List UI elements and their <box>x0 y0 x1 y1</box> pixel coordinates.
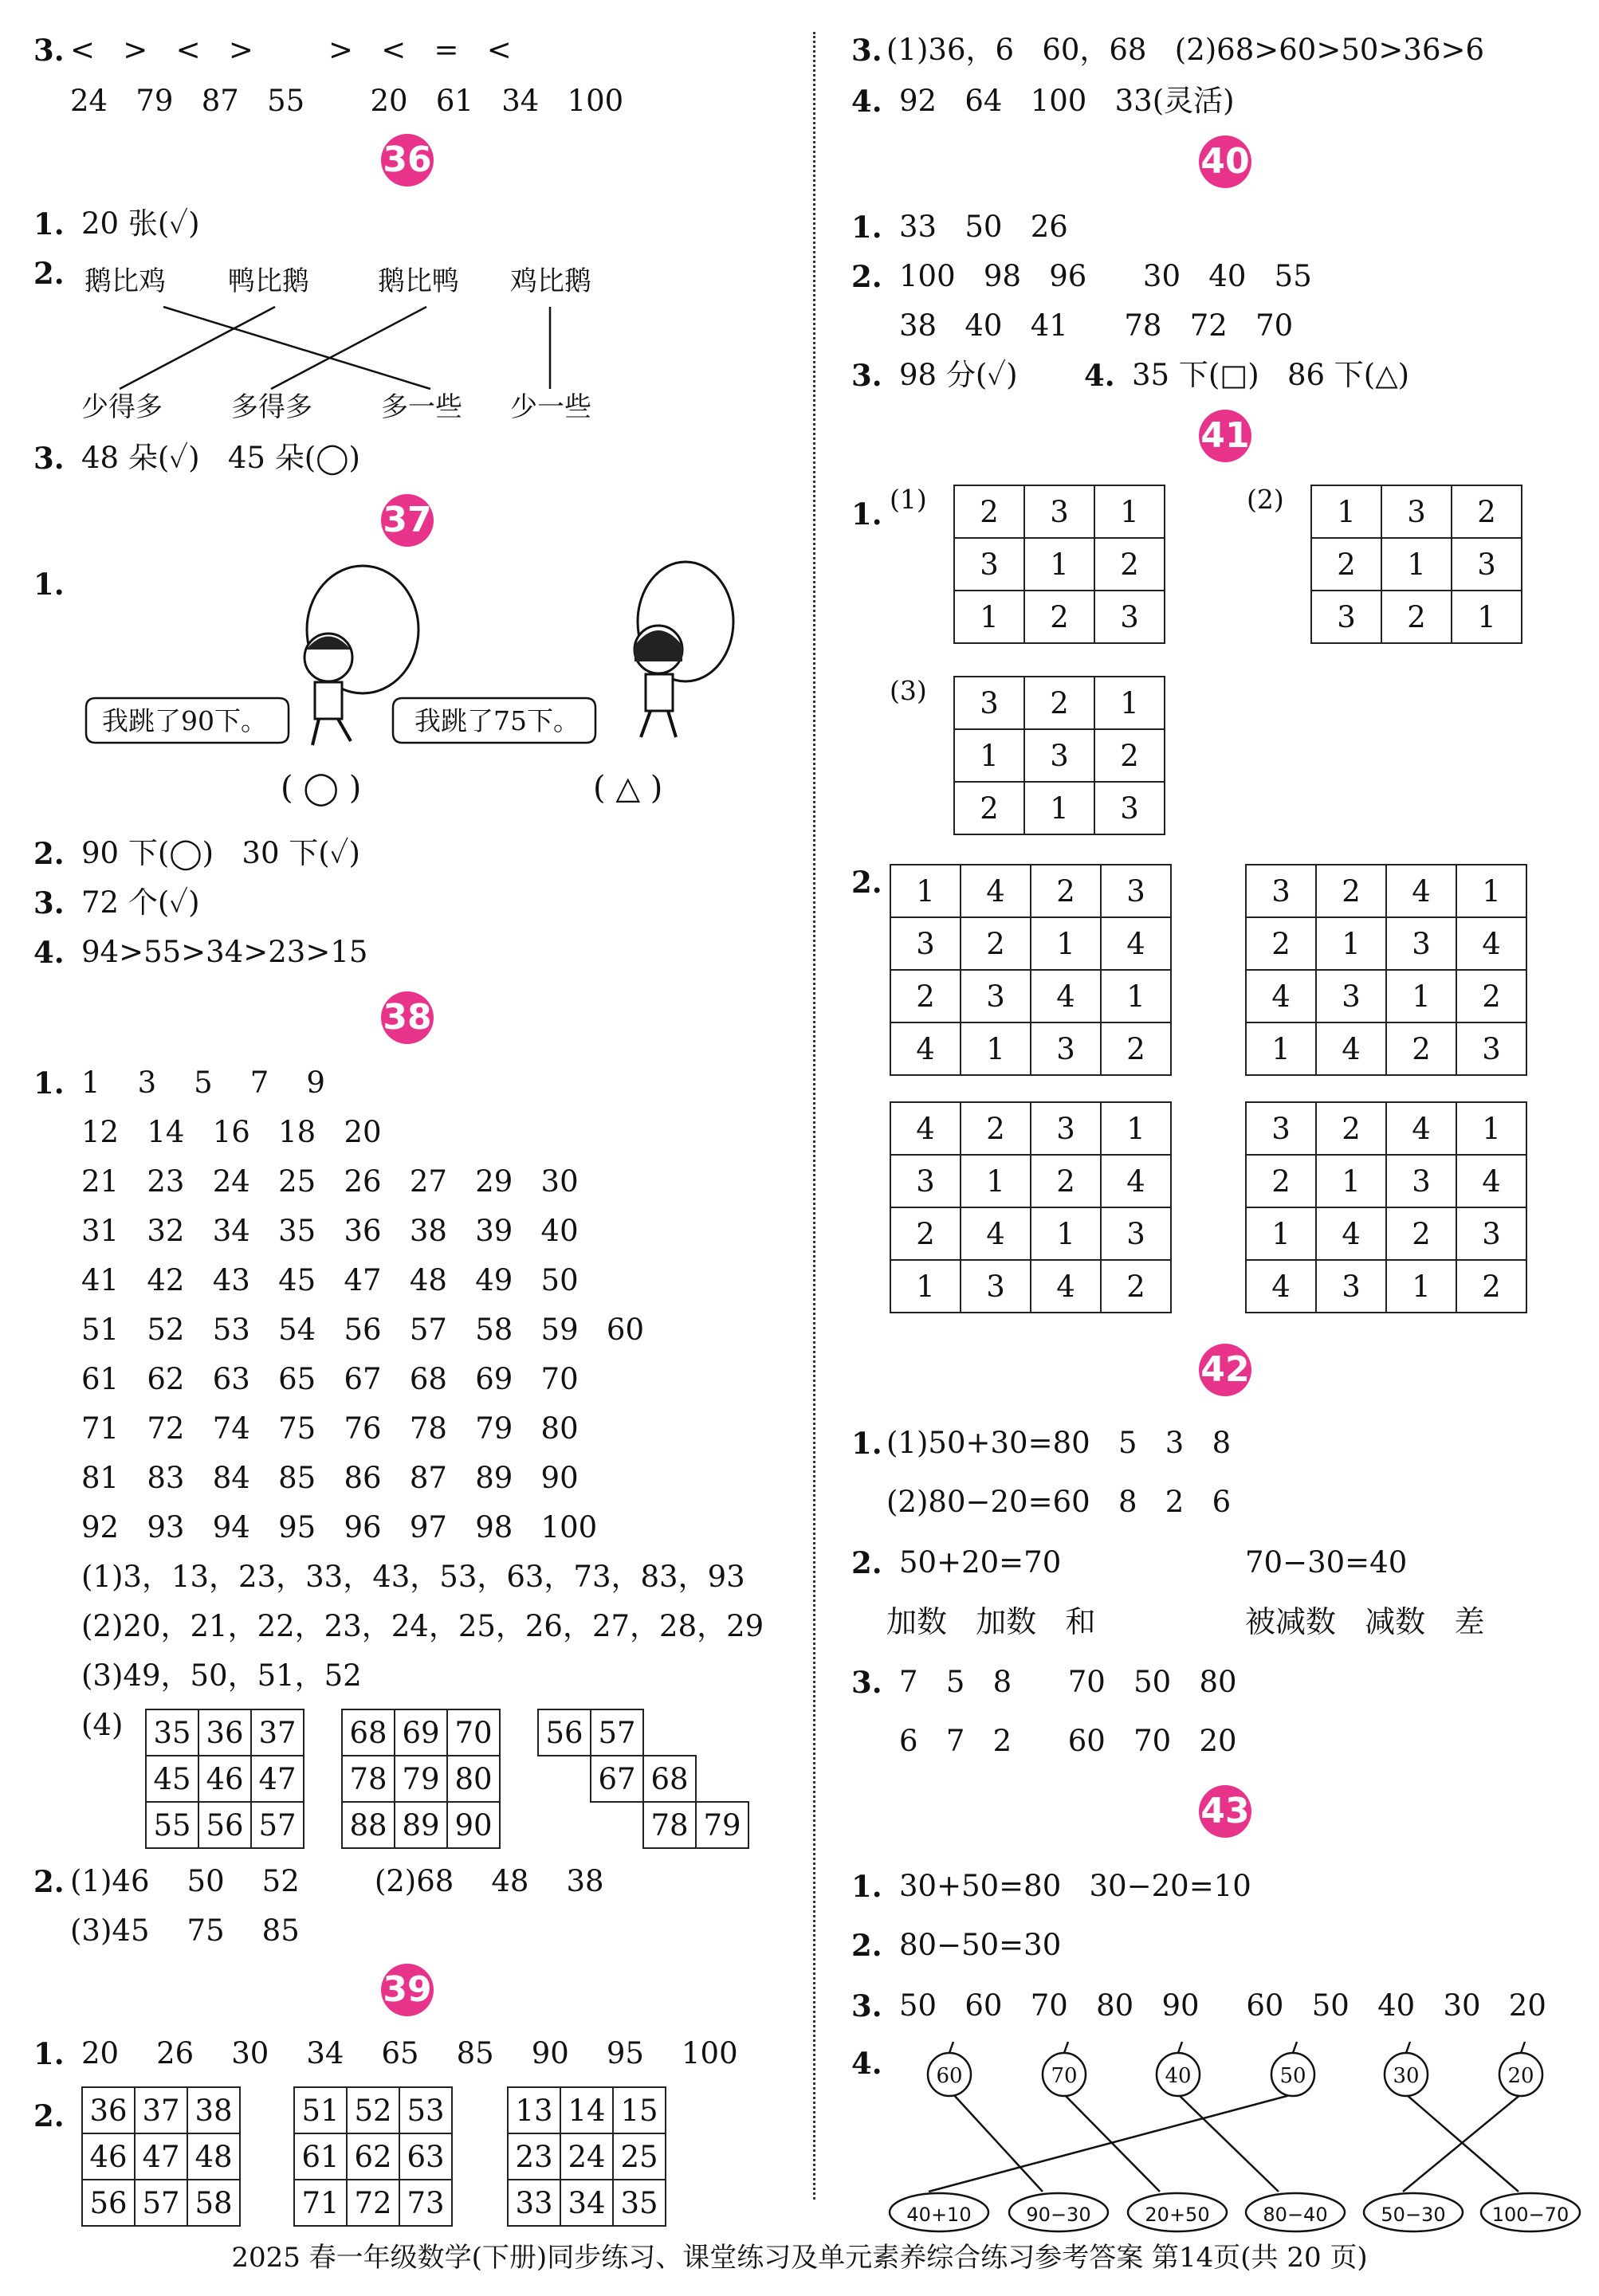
grid-cell: 4 <box>1101 917 1171 970</box>
grid-cell: 34 <box>560 2180 613 2226</box>
grid-cell: 1 <box>954 729 1024 782</box>
q-number: 4. <box>851 2046 882 2081</box>
grid-cell: 1 <box>1316 1155 1386 1207</box>
answer-text: 38 40 41 78 72 70 <box>899 308 1294 343</box>
grid-cell: 57 <box>135 2180 187 2226</box>
grid-cell: 1 <box>1246 1207 1316 1260</box>
number-row: 12 14 16 18 20 <box>81 1115 382 1149</box>
answer-text: 70−30=40 <box>1245 1545 1408 1580</box>
grid-cell: 1 <box>1031 1207 1101 1260</box>
grid-cell: 4 <box>1246 1260 1316 1313</box>
answer-text: 20 26 30 34 65 85 90 95 100 <box>81 2036 738 2070</box>
plate-expression: 80−40 <box>1263 2204 1328 2226</box>
bottom-label: 少一些 <box>510 391 591 423</box>
grid-cell: 3 <box>890 1155 961 1207</box>
sub-label: (1) <box>890 484 927 515</box>
grid-cell: 79 <box>395 1756 447 1802</box>
grid-cell: 1 <box>1094 485 1165 538</box>
answer-text: 50 60 70 80 90 60 50 40 30 20 <box>899 1988 1546 2023</box>
grid-cell: 3 <box>1456 1022 1526 1075</box>
grid-cell: 70 <box>447 1709 500 1756</box>
grid-cell: 51 <box>294 2087 347 2133</box>
answer-mark: ( ◯ ) <box>281 770 362 807</box>
grid-cell: 1 <box>961 1022 1031 1075</box>
bottom-label: 少得多 <box>81 391 163 423</box>
grid-cell: 2 <box>1246 1155 1316 1207</box>
grid-cell: 4 <box>1456 1155 1526 1207</box>
grid-cell: 3 <box>1456 1207 1526 1260</box>
grid-cell: 3 <box>1316 970 1386 1022</box>
answer-text: 6 7 2 60 70 20 <box>899 1724 1237 1758</box>
grid-cell: 35 <box>613 2180 666 2226</box>
grid-cell: 2 <box>890 1207 961 1260</box>
grid-cell: 46 <box>198 1756 251 1802</box>
grid-cell: 1 <box>890 865 961 917</box>
grid-cell: 4 <box>1031 970 1101 1022</box>
answer-text: 72 个(✓) <box>81 885 200 920</box>
grid-cell: 23 <box>508 2133 560 2180</box>
sub-answer: (4) <box>81 1708 124 1742</box>
answer-text: 94>55>34>23>15 <box>81 935 368 969</box>
grid-cell: 79 <box>696 1802 748 1848</box>
grid-cell: 1 <box>1101 1102 1171 1155</box>
grid-cell: 3 <box>961 1260 1031 1313</box>
q-number: 3. <box>851 33 882 68</box>
term-labels: 被减数 减数 差 <box>1245 1604 1485 1639</box>
sub-answer: (2)20，21，22，23，24，25，26，27，28，29 <box>81 1609 764 1643</box>
number-row: 71 72 74 75 76 78 79 80 <box>81 1411 579 1446</box>
grid-cell: 4 <box>1386 1102 1456 1155</box>
grid-cell: 4 <box>1031 1260 1101 1313</box>
grid-cell: 3 <box>1246 865 1316 917</box>
grid-cell: 2 <box>1094 538 1165 591</box>
grid-cell: 3 <box>1316 1260 1386 1313</box>
grid-cell: 2 <box>1456 1260 1526 1313</box>
answer-text: (2)80−20=60 8 2 6 <box>886 1485 1232 1519</box>
grid-cell: 3 <box>1024 729 1094 782</box>
speech-bubble: 我跳了90下。 <box>102 705 267 736</box>
answer-text: (3)45 75 85 <box>70 1913 300 1948</box>
grid-cell: 4 <box>890 1022 961 1075</box>
q-number: 1. <box>33 2036 65 2071</box>
compare-symbols: < > < > > < = < <box>70 33 512 67</box>
q-number: 2. <box>851 259 882 294</box>
grid-cell: 1 <box>1456 865 1526 917</box>
plate-expression: 40+10 <box>906 2204 972 2226</box>
section-badge: 38 <box>381 991 434 1044</box>
grid-cell: 1 <box>954 591 1024 643</box>
section-badge: 41 <box>1199 410 1251 462</box>
grid-cell: 3 <box>954 538 1024 591</box>
q-number: 1. <box>33 206 65 241</box>
q-number: 1. <box>851 496 882 532</box>
q-number: 2. <box>33 2098 65 2133</box>
grid-cell: 1 <box>1101 970 1171 1022</box>
q-number: 2. <box>851 1545 882 1580</box>
grid-cell: 1 <box>1456 1102 1526 1155</box>
grid-cell: 57 <box>251 1802 304 1848</box>
answer-text: 20 张(✓) <box>81 206 200 241</box>
grid-cell: 4 <box>1386 865 1456 917</box>
grid-cell: 1 <box>1386 1260 1456 1313</box>
section-badge: 42 <box>1199 1344 1251 1396</box>
grid-cell: 2 <box>1381 591 1452 643</box>
grid-cell: 1 <box>890 1260 961 1313</box>
grid-cell: 2 <box>1024 591 1094 643</box>
grid-cell: 3 <box>1101 1207 1171 1260</box>
q-number: 2. <box>33 1864 65 1899</box>
grid-cell: 3 <box>1094 782 1165 834</box>
grid-cell: 68 <box>643 1756 696 1802</box>
grid-cell: 3 <box>1031 1022 1101 1075</box>
grid-cell: 15 <box>613 2087 666 2133</box>
grid-cell: 2 <box>1386 1022 1456 1075</box>
sub-label: (3) <box>890 675 927 706</box>
grid-cell: 24 <box>560 2133 613 2180</box>
section-badge: 39 <box>381 1964 434 2016</box>
grid-cell: 57 <box>591 1709 643 1756</box>
grid-cell: 2 <box>1452 485 1522 538</box>
answer-text: 50+20=70 <box>899 1545 1062 1580</box>
grid-cell: 1 <box>1031 917 1101 970</box>
grid-cell: 33 <box>508 2180 560 2226</box>
grid-cell: 56 <box>198 1802 251 1848</box>
grid-cell: 2 <box>1316 1102 1386 1155</box>
term-labels: 加数 加数 和 <box>886 1604 1096 1639</box>
q-number: 3. <box>851 1665 882 1700</box>
grid-cell: 1 <box>1386 970 1456 1022</box>
grid-cell: 3 <box>1094 591 1165 643</box>
grid-cell: 58 <box>187 2180 240 2226</box>
grid-cell: 4 <box>961 1207 1031 1260</box>
grid-cell: 4 <box>1316 1022 1386 1075</box>
grid-cell: 78 <box>342 1756 395 1802</box>
grid-cell: 47 <box>251 1756 304 1802</box>
grid-cell: 2 <box>1094 729 1165 782</box>
section-badge: 43 <box>1199 1785 1251 1838</box>
grid-cell: 53 <box>399 2087 452 2133</box>
grid-cell: 1 <box>1246 1022 1316 1075</box>
grid-cell: 67 <box>591 1756 643 1802</box>
grid-cell: 78 <box>643 1802 696 1848</box>
grid-cell: 72 <box>347 2180 399 2226</box>
grid-cell: 2 <box>1101 1022 1171 1075</box>
grid-cell: 45 <box>146 1756 198 1802</box>
sub-answer: (3)49，50，51，52 <box>81 1658 362 1693</box>
grid-cell: 61 <box>294 2133 347 2180</box>
top-label: 鸭比鹅 <box>228 265 309 297</box>
grid-cell: 37 <box>251 1709 304 1756</box>
grid-cell: 25 <box>613 2133 666 2180</box>
section-badge: 37 <box>381 494 434 547</box>
number-row: 81 83 84 85 86 87 89 90 <box>81 1461 579 1495</box>
answer-text: (1)46 50 52 (2)68 48 38 <box>70 1864 604 1898</box>
grid-cell: 3 <box>954 677 1024 729</box>
grid-cell: 2 <box>961 1102 1031 1155</box>
number-row: 92 93 94 95 96 97 98 100 <box>81 1510 598 1544</box>
speech-bubble: 我跳了75下。 <box>414 705 579 736</box>
sub-label: (2) <box>1247 484 1284 515</box>
answer-text: 33 50 26 <box>899 210 1068 244</box>
grid-cell: 2 <box>1456 970 1526 1022</box>
q-number: 3. <box>851 358 882 393</box>
grid-cell: 63 <box>399 2133 452 2180</box>
grid-cell: 56 <box>82 2180 135 2226</box>
grid-cell: 36 <box>82 2087 135 2133</box>
grid-cell: 3 <box>1452 538 1522 591</box>
grid-cell: 13 <box>508 2087 560 2133</box>
grid-cell: 14 <box>560 2087 613 2133</box>
grid-cell: 1 <box>1381 538 1452 591</box>
answer-text: 80−50=30 <box>899 1928 1062 1962</box>
answer-text: 7 5 8 70 50 80 <box>899 1665 1237 1699</box>
grid-cell: 37 <box>135 2087 187 2133</box>
apple-number: 70 <box>1051 2064 1078 2088</box>
grid-cell: 2 <box>1316 865 1386 917</box>
page-footer: 2025 春一年级数学(下册)同步练习、课堂练习及单元素养综合练习参考答案 第14页(共 20 页) <box>231 2242 1368 2274</box>
answer-text: 30+50=80 30−20=10 <box>899 1869 1251 1903</box>
grid-cell: 4 <box>890 1102 961 1155</box>
apple-number: 20 <box>1507 2064 1534 2088</box>
grid-cell: 1 <box>961 1155 1031 1207</box>
q-number: 4. <box>33 935 65 970</box>
grid-cell: 2 <box>1031 865 1101 917</box>
answer-text: 35 下(□) 86 下(△) <box>1132 358 1410 392</box>
apple-number: 60 <box>936 2064 963 2088</box>
apple-number: 40 <box>1165 2064 1192 2088</box>
q-number: 1. <box>33 567 65 602</box>
grid-cell: 48 <box>187 2133 240 2180</box>
q-number: 2. <box>851 865 882 900</box>
grid-cell: 1 <box>1311 485 1381 538</box>
grid-cell: 3 <box>1031 1102 1101 1155</box>
apple-number: 30 <box>1393 2064 1420 2088</box>
grid-cell: 1 <box>1316 917 1386 970</box>
grid-cell: 3 <box>1101 865 1171 917</box>
plate-expression: 90−30 <box>1026 2204 1091 2226</box>
grid-cell: 52 <box>347 2087 399 2133</box>
grid-cell: 3 <box>1024 485 1094 538</box>
grid-cell: 89 <box>395 1802 447 1848</box>
grid-cell: 46 <box>82 2133 135 2180</box>
number-row: 61 62 63 65 67 68 69 70 <box>81 1362 579 1396</box>
q-number: 3. <box>851 1988 882 2023</box>
compare-values: 24 79 87 55 20 61 34 100 <box>70 84 624 118</box>
grid-cell: 68 <box>342 1709 395 1756</box>
grid-cell: 2 <box>1031 1155 1101 1207</box>
grid-cell: 1 <box>1094 677 1165 729</box>
apple-number: 50 <box>1279 2064 1306 2088</box>
number-row: 31 32 34 35 36 38 39 40 <box>81 1214 579 1248</box>
grid-cell: 4 <box>1101 1155 1171 1207</box>
grid-cell: 2 <box>1024 677 1094 729</box>
answer-text: 90 下(◯) 30 下(✓) <box>81 836 360 870</box>
grid-cell: 4 <box>961 865 1031 917</box>
number-row: 51 52 53 54 56 57 58 59 60 <box>81 1313 644 1347</box>
grid-cell: 2 <box>890 970 961 1022</box>
grid-cell: 4 <box>1246 970 1316 1022</box>
grid-cell: 88 <box>342 1802 395 1848</box>
grid-cell: 2 <box>1386 1207 1456 1260</box>
grid-cell: 3 <box>1386 1155 1456 1207</box>
grid-cell: 69 <box>395 1709 447 1756</box>
answer-mark: ( △ ) <box>593 770 663 807</box>
q-number: 4. <box>1084 358 1115 393</box>
top-label: 鸡比鹅 <box>510 265 591 297</box>
answer-text: (1)36，6 60，68 (2)68>60>50>36>6 <box>886 33 1485 67</box>
grid-cell: 2 <box>961 917 1031 970</box>
grid-cell: 2 <box>954 782 1024 834</box>
plate-expression: 100−70 <box>1491 2204 1570 2226</box>
answer-text: 100 98 96 30 40 55 <box>899 259 1312 293</box>
grid-cell: 62 <box>347 2133 399 2180</box>
q-number: 1. <box>851 1869 882 1904</box>
grid-cell: 38 <box>187 2087 240 2133</box>
q-number: 4. <box>851 84 882 119</box>
plate-expression: 20+50 <box>1145 2204 1210 2226</box>
top-label: 鹅比鸡 <box>84 265 166 297</box>
grid-cell: 4 <box>1316 1207 1386 1260</box>
plate-expression: 50−30 <box>1381 2204 1446 2226</box>
number-row: 1 3 5 7 9 <box>81 1066 325 1100</box>
grid-cell: 3 <box>1386 917 1456 970</box>
answer-text: 92 64 100 33(灵活) <box>899 84 1235 118</box>
grid-cell: 1 <box>1024 538 1094 591</box>
number-row: 21 23 24 25 26 27 29 30 <box>81 1164 579 1199</box>
grid-cell: 2 <box>954 485 1024 538</box>
q-number: 3. <box>33 33 65 68</box>
grid-cell: 3 <box>1311 591 1381 643</box>
grid-cell: 3 <box>890 917 961 970</box>
bottom-label: 多得多 <box>231 391 312 423</box>
grid-cell: 90 <box>447 1802 500 1848</box>
grid-cell: 1 <box>1452 591 1522 643</box>
number-row: 41 42 43 45 47 48 49 50 <box>81 1263 579 1297</box>
section-badge: 36 <box>381 134 434 186</box>
answer-text: 98 分(✓) <box>899 358 1018 392</box>
grid-cell: 2 <box>1246 917 1316 970</box>
section-badge: 40 <box>1199 135 1251 188</box>
grid-cell: 3 <box>1381 485 1452 538</box>
grid-cell: 36 <box>198 1709 251 1756</box>
grid-cell: 56 <box>538 1709 591 1756</box>
grid-cell: 1 <box>1024 782 1094 834</box>
grid-cell: 71 <box>294 2180 347 2226</box>
sub-answer: (1)3，13，23，33，43，53，63，73，83，93 <box>81 1560 745 1594</box>
grid-cell: 3 <box>961 970 1031 1022</box>
grid-cell: 80 <box>447 1756 500 1802</box>
grid-cell: 55 <box>146 1802 198 1848</box>
q-number: 1. <box>851 1426 882 1461</box>
grid-cell: 47 <box>135 2133 187 2180</box>
q-number: 1. <box>851 210 882 245</box>
grid-cell: 35 <box>146 1709 198 1756</box>
grid-cell: 2 <box>1311 538 1381 591</box>
grid-cell: 2 <box>1101 1260 1171 1313</box>
top-label: 鹅比鸭 <box>378 265 459 297</box>
q-number: 2. <box>851 1928 882 1963</box>
answer-text: 48 朵(✓) 45 朵(◯) <box>81 441 360 475</box>
grid-cell: 73 <box>399 2180 452 2226</box>
q-number: 1. <box>33 1066 65 1101</box>
q-number: 2. <box>33 256 65 291</box>
q-number: 3. <box>33 441 65 476</box>
bottom-label: 多一些 <box>381 391 462 423</box>
q-number: 2. <box>33 836 65 871</box>
q-number: 3. <box>33 885 65 920</box>
answer-text: (1)50+30=80 5 3 8 <box>886 1426 1232 1460</box>
grid-cell: 3 <box>1246 1102 1316 1155</box>
grid-cell: 4 <box>1456 917 1526 970</box>
